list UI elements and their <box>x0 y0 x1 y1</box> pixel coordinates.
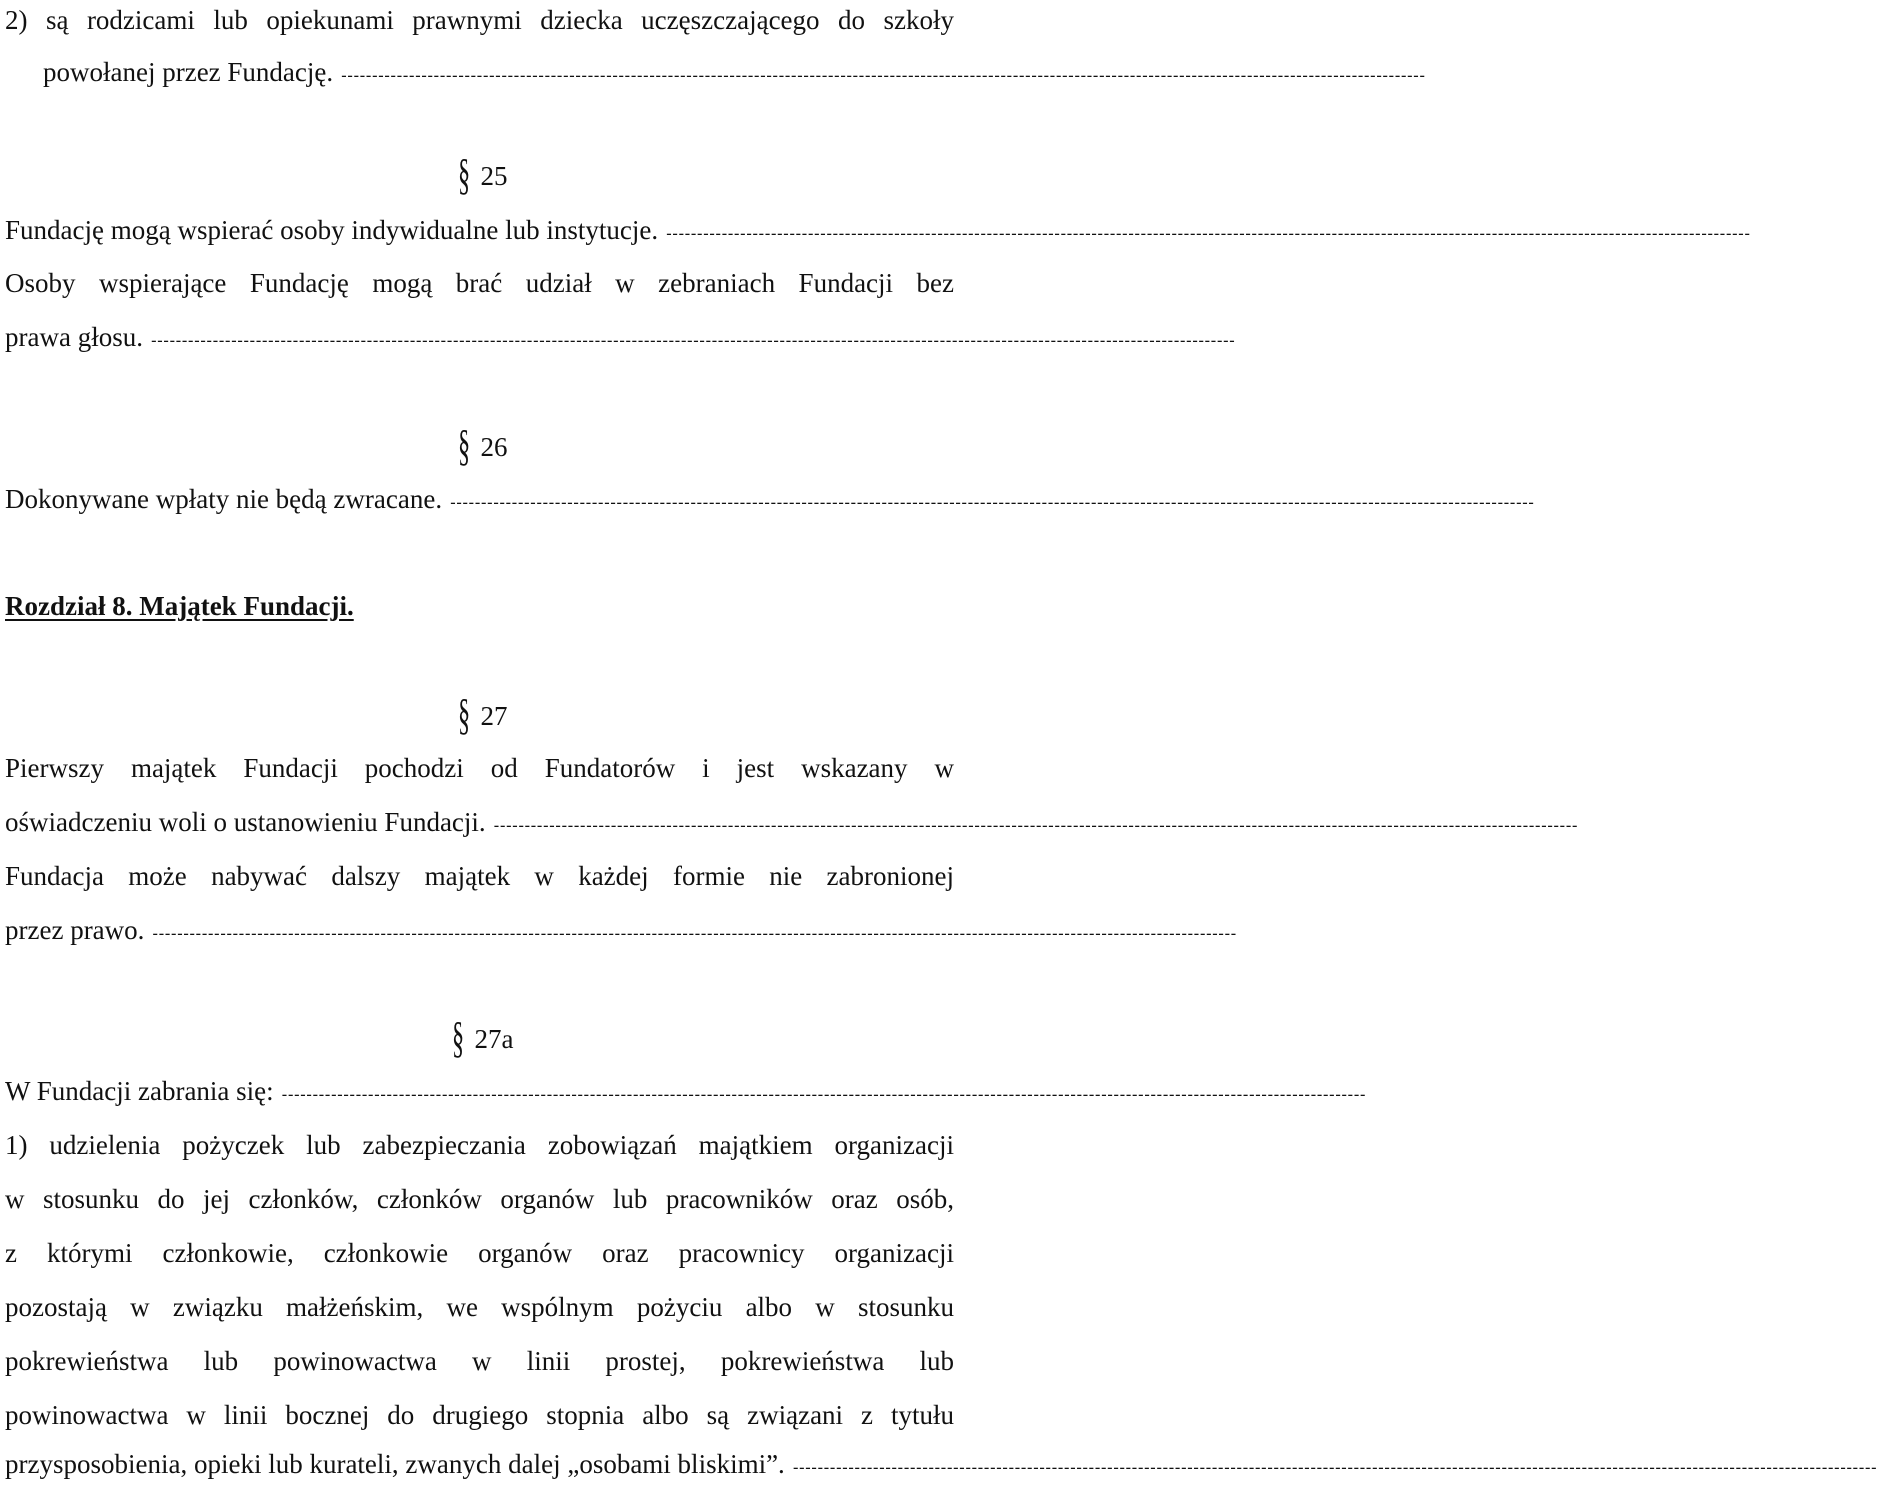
section-sign: § <box>457 690 470 739</box>
item2-line2-text: powołanej przez Fundację. <box>43 57 334 87</box>
item2-line2 <box>43 52 1426 92</box>
s27-line2-text: oświadczeniu woli o ustanowieniu Fundacji. <box>5 807 486 837</box>
section-sign: § <box>457 150 470 199</box>
s25-line3-text: prawa głosu. <box>5 322 143 352</box>
chapter-8-title: Rozdział 8. Majątek Fundacji. <box>5 591 354 621</box>
section-27-heading <box>0 690 960 739</box>
s27-line4 <box>5 910 1237 950</box>
dash-filler: -------------------------------------------------------------------------------------------------------------------------------------------------------------------------------- <box>281 1085 1367 1104</box>
s27-line2 <box>5 802 1579 842</box>
s25-line2: Osoby wspierające Fundację mogą brać udział w zebraniach Fundacji bez <box>5 268 954 298</box>
section-25-number: 25 <box>480 161 508 191</box>
item2-line1: 2) są rodzicami lub opiekunami prawnymi dziecka uczęszczającego do szkoły <box>5 5 954 35</box>
s27a-item1-line5: pokrewieństwa lub powinowactwa w linii prostej, pokrewieństwa lub <box>5 1346 954 1376</box>
s27a-line1 <box>5 1071 1367 1111</box>
s27-line3: Fundacja może nabywać dalszy majątek w każdej formie nie zabronionej <box>5 861 954 891</box>
dash-filler: -------------------------------------------------------------------------------------------------------------------------------------------------------------------------------- <box>341 66 1426 85</box>
s26-line1-text: Dokonywane wpłaty nie będą zwracane. <box>5 484 443 514</box>
section-26-heading <box>0 421 960 470</box>
s25-line1-text: Fundację mogą wspierać osoby indywidualne lub instytucje. <box>5 215 659 245</box>
s27a-item1-line2: w stosunku do jej członków, członków organów lub pracowników oraz osób, <box>5 1184 954 1214</box>
s27a-item1-line3: z którymi członkowie, członkowie organów oraz pracownicy organizacji <box>5 1238 954 1268</box>
dash-filler: -------------------------------------------------------------------------------------------------------------------------------------------------------------------------------- <box>493 816 1579 835</box>
s25-line1 <box>5 210 1751 250</box>
s27-line1: Pierwszy majątek Fundacji pochodzi od Fundatorów i jest wskazany w <box>5 753 954 783</box>
dash-filler: -------------------------------------------------------------------------------------------------------------------------------------------------------------------------------- <box>666 224 1751 243</box>
section-sign: § <box>457 421 470 470</box>
s27a-item1-line7-text: przysposobienia, opieki lub kurateli, zwanych dalej „osobami bliskimi”. <box>5 1449 785 1479</box>
dash-filler: -------------------------------------------------------------------------------------------------------------------------------------------------------------------------------- <box>450 493 1535 512</box>
section-27a-heading <box>0 1013 960 1062</box>
s27a-line1-text: W Fundacji zabrania się: <box>5 1076 274 1106</box>
s27a-item1-line4: pozostają w związku małżeńskim, we wspólnym pożyciu albo w stosunku <box>5 1292 954 1322</box>
section-27-number: 27 <box>480 701 508 731</box>
s27-line4-text: przez prawo. <box>5 915 145 945</box>
s27a-item1-line7 <box>5 1444 1877 1484</box>
section-sign: § <box>451 1013 464 1062</box>
dash-filler: -------------------------------------------------------------------------------------------------------------------------------------------------------------------------------- <box>792 1458 1877 1477</box>
section-27a-number: 27a <box>474 1024 514 1054</box>
s27a-item1-line6: powinowactwa w linii bocznej do drugiego stopnia albo są związani z tytułu <box>5 1400 954 1430</box>
dash-filler: -------------------------------------------------------------------------------------------------------------------------------------------------------------------------------- <box>152 924 1237 943</box>
s26-line1 <box>5 479 1535 519</box>
section-26-number: 26 <box>480 432 508 462</box>
dash-filler: -------------------------------------------------------------------------------------------------------------------------------------------------------------------------------- <box>150 331 1236 350</box>
s27a-item1-line1: 1) udzielenia pożyczek lub zabezpieczania zobowiązań majątkiem organizacji <box>5 1130 954 1160</box>
s25-line3 <box>5 317 1236 357</box>
section-25-heading <box>0 150 960 199</box>
